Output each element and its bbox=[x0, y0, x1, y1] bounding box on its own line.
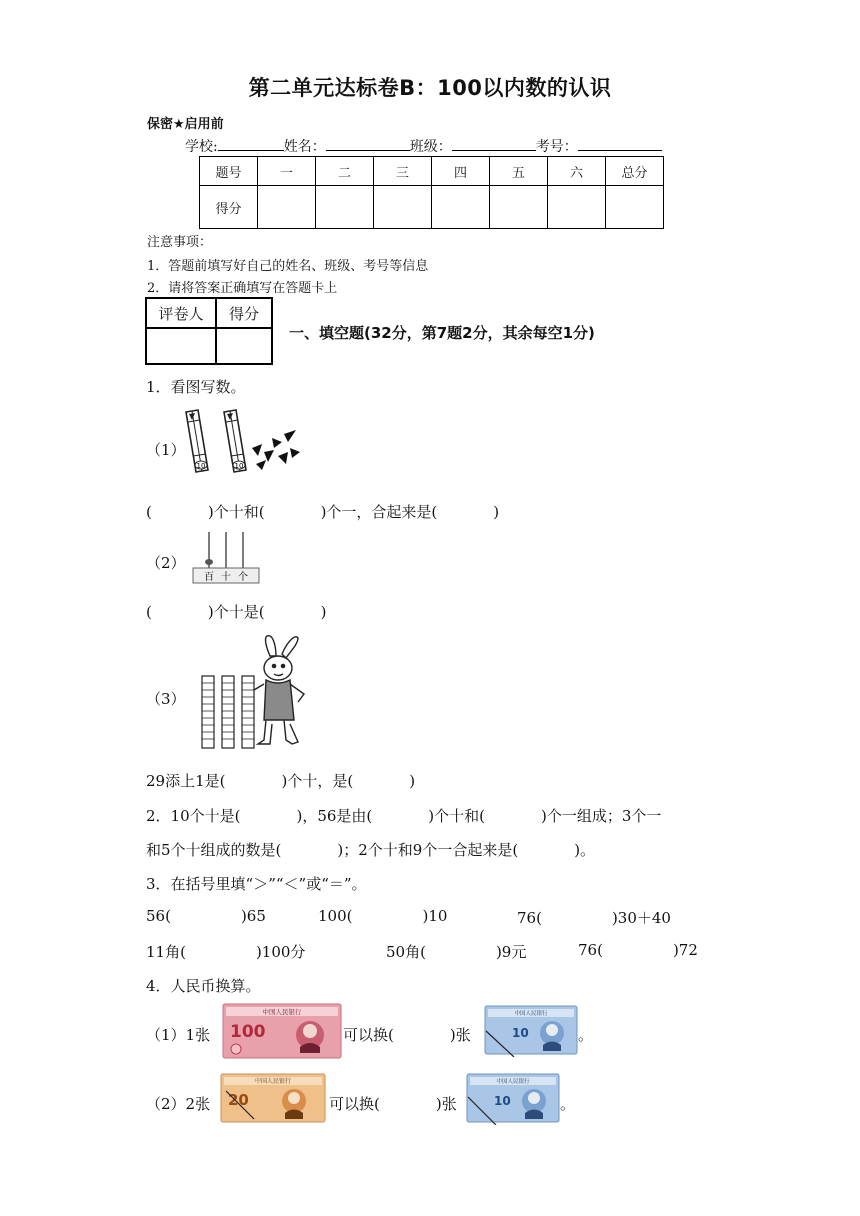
score-cell[interactable] bbox=[606, 186, 664, 229]
compare-right: )10 bbox=[422, 907, 448, 925]
score-row-label: 得分 bbox=[200, 186, 258, 229]
score-cell[interactable] bbox=[432, 186, 490, 229]
q1-part2-seg: ( bbox=[146, 603, 152, 621]
q1-part2-seg: ) bbox=[320, 603, 327, 621]
reviewer-header: 评卷人 bbox=[146, 298, 216, 328]
compare-left: 50角( bbox=[386, 943, 426, 961]
abacus-bead-icon bbox=[205, 559, 213, 565]
money-seg: 可以换( bbox=[343, 1026, 394, 1044]
note-value: 100 bbox=[230, 1022, 266, 1042]
score-cell[interactable] bbox=[374, 186, 432, 229]
q1-part3-label: （3） bbox=[146, 690, 186, 708]
compare-item bbox=[318, 907, 447, 925]
money-item-1-label: （1）1张 bbox=[146, 1026, 211, 1044]
q1-part1-seg: )个十和( bbox=[207, 503, 265, 521]
money-item-1-tail: 。 bbox=[578, 1026, 594, 1044]
grader-table bbox=[145, 297, 273, 365]
q1-part1-seg: ( bbox=[146, 503, 152, 521]
bank-name: 中国人民银行 bbox=[514, 1011, 548, 1017]
score-table-header-row bbox=[200, 157, 664, 186]
compare-right: )100分 bbox=[255, 943, 306, 961]
reviewer-cell[interactable] bbox=[146, 328, 216, 364]
score-cell[interactable] bbox=[258, 186, 316, 229]
compare-right: )72 bbox=[672, 941, 698, 959]
money-item-2-text bbox=[329, 1093, 457, 1114]
score-cell[interactable] bbox=[548, 186, 606, 229]
score-header-cell: 三 bbox=[374, 157, 432, 186]
q1-part1-seg: )个一，合起来是( bbox=[320, 503, 438, 521]
class-label: 班级： bbox=[409, 139, 452, 155]
q2-seg: )个一组成；3个一 bbox=[541, 807, 662, 825]
q1-part2-label: （2） bbox=[146, 554, 186, 572]
compare-right: )30＋40 bbox=[611, 909, 671, 927]
score-header-cell: 二 bbox=[316, 157, 374, 186]
notes-title: 注意事项： bbox=[147, 235, 213, 250]
note-value: 10 bbox=[512, 1026, 529, 1040]
question-3-stem: 3．在括号里填“＞”“＜”或“＝”。 bbox=[146, 875, 367, 893]
q1-part1-label: （1） bbox=[146, 441, 186, 459]
q1-part2-seg: )个十是( bbox=[207, 603, 265, 621]
question-2-line1 bbox=[146, 805, 661, 826]
q2-seg: 和5个十组成的数是( bbox=[146, 841, 282, 859]
name-label: 姓名： bbox=[283, 139, 326, 155]
note-value: 10 bbox=[494, 1094, 511, 1108]
money-seg: 可以换( bbox=[329, 1095, 380, 1113]
abacus-label: 十 bbox=[221, 572, 231, 583]
compare-left: 76( bbox=[517, 909, 542, 927]
stick-bundle-icon bbox=[186, 410, 208, 472]
money-item-1-text bbox=[343, 1024, 471, 1045]
rabbit-icon bbox=[254, 636, 304, 744]
school-label: 学校: bbox=[185, 139, 218, 155]
compare-item bbox=[146, 907, 266, 925]
note-value: 20 bbox=[228, 1091, 249, 1109]
compare-left: 100( bbox=[318, 907, 353, 925]
single-sticks-icon bbox=[252, 430, 300, 470]
score-table-score-row bbox=[200, 186, 664, 229]
q2-seg: )。 bbox=[574, 841, 596, 859]
score-table bbox=[199, 156, 664, 229]
score-cell[interactable] bbox=[316, 186, 374, 229]
bundle-label: 10 bbox=[196, 462, 206, 470]
banknote-10-icon bbox=[484, 1005, 578, 1057]
page-title: 第二单元达标卷B：100以内数的认识 bbox=[248, 76, 612, 100]
score-header-cell: 五 bbox=[490, 157, 548, 186]
abacus-figure bbox=[192, 530, 260, 586]
cube-stick-icon bbox=[242, 676, 254, 748]
cube-stick-icon bbox=[222, 676, 234, 748]
banknote-20-icon bbox=[220, 1073, 326, 1125]
q1-part3-seg: )个十，是( bbox=[281, 772, 354, 790]
q2-seg: )，56是由( bbox=[296, 807, 373, 825]
class-field[interactable] bbox=[452, 136, 536, 151]
compare-left: 76( bbox=[578, 941, 603, 959]
q1-part3-seg: ) bbox=[409, 772, 416, 790]
question-1-stem: 1．看图写数。 bbox=[146, 378, 246, 396]
q1-part1-text bbox=[146, 501, 499, 522]
confidential-label: 保密★启用前 bbox=[147, 117, 224, 132]
compare-item bbox=[578, 941, 698, 959]
score-cell[interactable] bbox=[490, 186, 548, 229]
stick-bundles-figure bbox=[182, 408, 307, 478]
student-info-line bbox=[185, 136, 662, 156]
bundle-label: 10 bbox=[234, 462, 244, 470]
compare-item bbox=[517, 907, 671, 928]
compare-right: )9元 bbox=[495, 943, 527, 961]
compare-left: 11角( bbox=[146, 943, 186, 961]
notes-item: 2．请将答案正确填写在答题卡上 bbox=[147, 281, 338, 296]
grader-score-cell[interactable] bbox=[216, 328, 272, 364]
question-4-stem: 4．人民币换算。 bbox=[146, 977, 261, 995]
cube-stick-icon bbox=[202, 676, 214, 748]
compare-item bbox=[146, 941, 305, 962]
exam-number-label: 考号： bbox=[535, 139, 578, 155]
money-item-2-tail: 。 bbox=[560, 1095, 576, 1113]
name-field[interactable] bbox=[326, 136, 410, 151]
question-2-line2 bbox=[146, 839, 595, 860]
grader-score-header: 得分 bbox=[216, 298, 272, 328]
bank-name: 中国人民银行 bbox=[496, 1079, 530, 1085]
compare-left: 56( bbox=[146, 907, 171, 925]
banknote-100-icon bbox=[222, 1003, 342, 1059]
abacus-label: 个 bbox=[238, 572, 248, 583]
q1-part2-text bbox=[146, 601, 326, 622]
q2-seg: )；2个十和9个一合起来是( bbox=[337, 841, 519, 859]
section-heading: 一、填空题(32分，第7题2分，其余每空1分) bbox=[289, 324, 595, 342]
stick-bundle-icon bbox=[224, 410, 246, 472]
notes-item: 1．答题前填写好自己的姓名、班级、考号等信息 bbox=[147, 259, 429, 274]
exam-number-field[interactable] bbox=[578, 136, 662, 151]
score-header-cell: 总分 bbox=[606, 157, 664, 186]
money-seg: )张 bbox=[449, 1026, 471, 1044]
money-seg: )张 bbox=[435, 1095, 457, 1113]
score-header-cell: 六 bbox=[548, 157, 606, 186]
q2-seg: )个十和( bbox=[428, 807, 485, 825]
money-item-2-label: （2）2张 bbox=[146, 1095, 211, 1113]
q2-seg: 2．10个十是( bbox=[146, 807, 241, 825]
q1-part3-text bbox=[146, 770, 415, 791]
banknote-10-icon bbox=[466, 1073, 560, 1125]
bank-name: 中国人民银行 bbox=[254, 1078, 292, 1085]
score-header-cell: 四 bbox=[432, 157, 490, 186]
bank-name: 中国人民银行 bbox=[262, 1008, 302, 1016]
compare-item bbox=[386, 941, 526, 962]
score-header-cell: 题号 bbox=[200, 157, 258, 186]
q1-part1-seg: ) bbox=[493, 503, 500, 521]
cubes-rabbit-figure bbox=[198, 632, 313, 752]
compare-right: )65 bbox=[240, 907, 266, 925]
school-field[interactable] bbox=[218, 136, 284, 151]
score-header-cell: 一 bbox=[258, 157, 316, 186]
abacus-label: 百 bbox=[204, 572, 214, 583]
q1-part3-seg: 29添上1是( bbox=[146, 772, 226, 790]
